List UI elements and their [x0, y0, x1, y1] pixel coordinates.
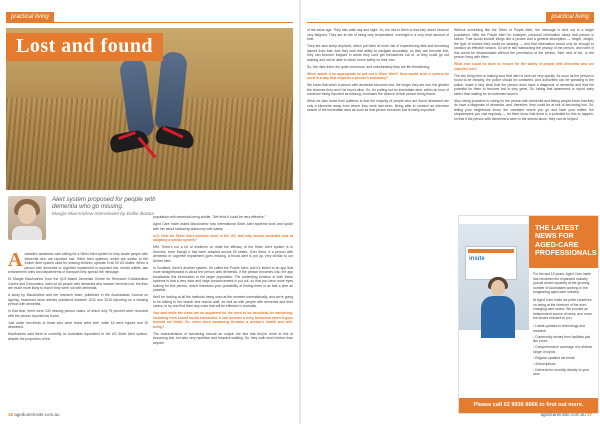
author-face	[18, 204, 36, 224]
footer-right	[540, 412, 592, 417]
paragraph: In that time, there were 130 missing person cases, of which only 75 percent were recorded with the person reported as found.	[8, 309, 148, 318]
paragraph: Aged Care Insite asked MacAndrew how international Silver Alert systems work and spoke with her about balancing autonomy with safety.	[153, 222, 293, 231]
paragraph: MacAndrew said there is currently no Australian equivalent to the US Silver Alert system, despite the proportion of the	[8, 332, 148, 341]
caption-text	[52, 196, 158, 218]
paragraph: The key thing here is making sure that alert is sent out very quickly. As soon as the person is found to be missing, the police should be contacted. And authorities can be speaking to the police, make it very clear that the person does have a diagnosis of dementia and that the potential for them to become lost is very great. So, taking that awareness to report early rather than waiting for an extended search.	[454, 73, 594, 96]
paragraph: Also, being proactive in caring for the person with dementia and letting people know that they do have a diagnosis of dementia, and, therefore, they could be at risk of becoming lost. So, letting your neighbours know, the caretaker where you go and have your coffee, the shopkeepers you visit regularly — let them know that there is a potential for this to happen, so that if the person with dementia is seen in the streets alone, they can be helped.	[454, 98, 594, 121]
ad-bullet: • Subscriptions	[533, 362, 595, 367]
paragraph: A study by MacAndrew and her research team, published in the Australasian Journal on Ageing, examined news articles published between 2011 and 2015 reporting on a missing person with dementia.	[8, 293, 148, 306]
article-title: Lost and found	[6, 33, 163, 61]
author-body	[12, 226, 42, 240]
paragraph: What we also know from patterns is that the majority of people who are found deceased are only a kilometre away from where they were last seen. Being able to conduct an intensive search of the immediate area as soon as that person becomes lost is really important.	[307, 99, 449, 112]
question: When would it be appropriate to put out a Silver Alert? How would such a system be used in a way that respects a person's autonomy?	[307, 71, 449, 80]
paragraph: Australia's academic care calling for a Silver Alert system to help locate people with dementia who are reported lost. Silver Alert systems, which are similar to the Amber Alert system used for missing children, operate in all 50 US states. When a person with dementia or cognitive impairment is reported lost, media outlets, law enforcement units and departments of transport help spread the message.	[8, 252, 148, 274]
section-rule	[307, 22, 594, 23]
paragraph: We'll be looking at all the methods being used at the moment internationally, and we're going to be talking to the search and rescue staff, as well as with people with dementia and their carers, to try and find them any ones that will be effective in Australia.	[153, 295, 293, 308]
right-page	[301, 0, 600, 424]
footer-site: agedcareinsite.com.au	[540, 412, 586, 417]
paragraph: Dr Margie MacAndrew, from the QUT-based Dementia Centre for Research Collaboration Carers and Consumers, said not all people with dementia who wander become lost, but they are much more likely to than if they were not with dementia.	[8, 277, 148, 290]
ad-screen-bar	[468, 249, 514, 253]
paragraph: Without something like the Silver or Purple Alert, the message is sent out to a larger population. With the Purple Alert for example, personal information about that person is stored. That would include things like a picture and a general description — height, weight, the type of clothes they would be wearing — and that information would only be enough to conduct an effective search. So we're still maintaining the privacy of the person, and none of this would be disseminated without the permission of the person, their next of kin, or the person living with them.	[454, 28, 594, 59]
left-page	[0, 0, 299, 424]
question: ACI: How do Silver Alert systems work in the US, and why should Australia look at adopting a similar system?	[153, 233, 293, 242]
ad-call-to-action[interactable]: Please call 02 9936 8666 to find out more.	[459, 398, 598, 413]
ad-intro: For the last 15 years, Aged Care Insite has remained the expanded industry journal aimed squarely at the growing number of Australians working in the burgeoning aged-care industry.	[533, 272, 591, 295]
ad-bullet: • Regular updates via email	[533, 356, 595, 361]
subscription-ad[interactable]	[458, 215, 599, 414]
paragraph: population with dementia being similar. "We think it could be very effective."	[153, 215, 266, 219]
ad-body	[533, 272, 595, 378]
paragraph: Just under two-thirds of those who were found were well, while 16 were injured and 19 deceased.	[8, 320, 148, 329]
paragraph: MM: There's not a lot of evidence on what the efficacy of the Silver Alert system is in America, even though it has been adopted across 50 states. Over there, if a person with dementia or cognitive impairment goes missing, a broad alert is put up, very similar to our Amber alert.	[153, 245, 293, 263]
paragraph: of the same age. They also walk day and night. So, the risk to them is that they would become very fatigued. They are at risk of being very temperature, overnight in a very short amount of time.	[307, 28, 449, 41]
section-label: practical living	[6, 12, 54, 23]
ad-bullet: • Community stories from facilities just like yours	[533, 335, 595, 344]
ad-bullet: • Latest updates in technology and research	[533, 324, 595, 333]
caption-main: Alert system proposed for people with dementia who go missing.	[52, 196, 156, 210]
drop-cap: A	[8, 252, 23, 271]
paragraph: We know that when a person with dementia becomes lost, the longer they are lost, the greater the chances they won't be found alive. So, it's putting out an immediate alert, within an hour of someone being reported as missing, increases the chance of that person being found.	[307, 83, 449, 96]
section-rule	[6, 22, 293, 23]
page-number: 16	[8, 412, 14, 417]
left-column-1	[8, 252, 148, 410]
left-column-2	[153, 215, 293, 410]
ad-screen	[465, 246, 517, 280]
page-number: 17	[586, 412, 592, 417]
author-caption	[8, 196, 158, 246]
question: What else could be done to ensure for the safety of people with dementia who are reported lost?	[454, 62, 594, 71]
author-photo	[8, 196, 46, 240]
right-column-1	[307, 28, 449, 268]
ad-photo	[459, 224, 529, 330]
ad-bullet-list	[533, 324, 595, 377]
ad-person	[479, 280, 517, 338]
footer-site: agedcareinsite.com.au	[14, 412, 60, 417]
ad-headline: THE LATEST NEWS FOR AGED-CARE PROFESSIONALS	[535, 223, 597, 258]
paragraph: The characteristics of wandering include an output: the fact that they're more at risk of becoming lost, but also very repetitive and frequent walking. So, they walk much further than anyone	[153, 331, 293, 345]
footer-left	[8, 412, 60, 417]
ad-bullet: • Delivered bi-monthly directly to your door	[533, 368, 595, 377]
ad-intro-2: At Aged Care Insite we pride ourselves on being at the forefront of the ever-changing care sector. We provide an independent source of news, and cover the issues relevant to you.	[533, 297, 593, 321]
ad-logo: insite	[469, 256, 485, 262]
question: You said while the news are an argument for the need to be beneficial for wandering, including even sound social interaction, it can become a risky behaviour when it goes beyond set limits. So, when does wandering threaten a person's health and well-being?	[153, 311, 293, 329]
right-column-2	[454, 28, 594, 212]
caption-byline: Margie MacAndrew interviewed by Dallie Barton	[52, 212, 155, 217]
ad-bullet: • Comprehensive coverage of a diverse range of topics	[533, 345, 595, 354]
section-label: practical living	[546, 12, 594, 23]
ad-person-head	[491, 280, 505, 296]
ad-person-body	[481, 296, 515, 338]
paragraph: In Scotland, there's another system. It's called the Purple Alert, and it's linked to an app that more straightforward is about the person with dementia. If the person becomes lost, the app broadcasts this information to the larger population. The underlying function of both these systems is that a very wide and large announcement is put out, so that you have more eyes looking for this person, which increases your probability of finding them in as fast a time as possible.	[153, 265, 293, 292]
paragraph: They are also sleep-deprived, which put them at more risk of experiencing falls and becoming injured from that. And they lose that ability to navigate accurately, so they can become lost, they can become trapped in areas they can't get themselves out of, or they could go out walking and not be able to return home safely on their own.	[307, 44, 449, 62]
paragraph: So, the risks there are quite numerous, and unfortunately they are life-threatening.	[307, 64, 431, 69]
